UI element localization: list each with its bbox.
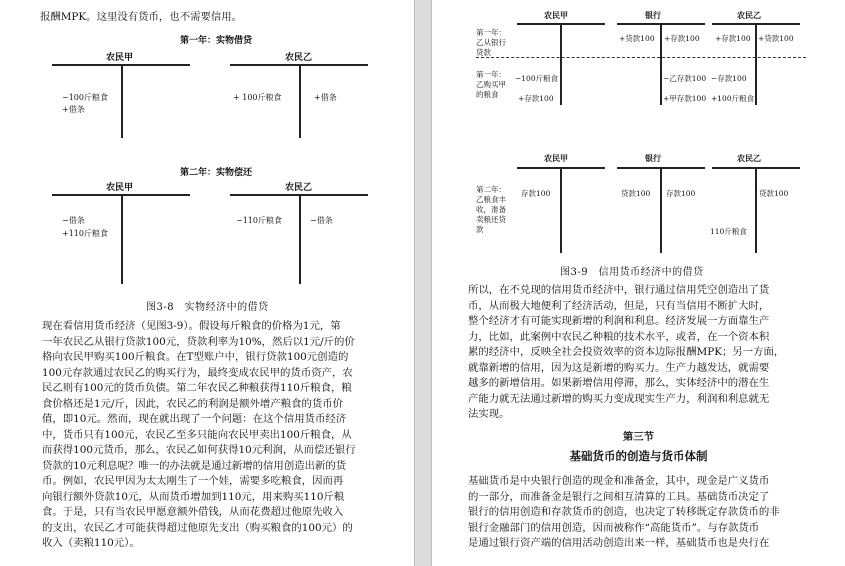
y1-farmer-a-header: 农民甲 <box>106 53 134 63</box>
fig2-r1-entry: +存款100 <box>715 34 751 43</box>
text-line: 越多的新增信用。如果新增信用停滞，那么，实体经济中的潜在生 <box>468 377 770 389</box>
fig2-r2-entry: −100斤粮食 <box>515 74 559 83</box>
fig2-top-farmer-b-header: 农民乙 <box>737 10 761 20</box>
text-line: 的一部分，而准备金是银行之间相互清算的工具。基础货币决定了 <box>468 490 770 503</box>
fig2-r3-entry: 贷款100 <box>759 189 789 198</box>
text-line: 是通过银行资产端的信用活动创造出来一样，基础货币也是央行在 <box>468 537 770 549</box>
text-line: 银行的信用创造和存款货币的创造，也决定了转移既定存款货币的非 <box>468 506 780 518</box>
section-title: 基础货币的创造与货币体制 <box>569 449 708 463</box>
fig2-r2-entry: +存款100 <box>518 94 554 103</box>
text-line: 一年农民乙从银行贷款100元，贷款利率为10%，然后以1元/斤的价 <box>42 335 355 348</box>
fig2-bottom-farmer-b-header: 农民乙 <box>737 153 761 163</box>
fig2-bottom-a-taccount-stem <box>560 167 562 253</box>
text-line: 产能力就无法通过新增的购买力变成现实生产力，利润和利息就无 <box>468 392 770 405</box>
text-line: 整个经济才有可能实现新增的利润和利息。经济发展一方面靠生产 <box>468 315 770 327</box>
left-page <box>0 0 414 566</box>
fig2-r3-entry: 110斤粮食 <box>710 227 747 236</box>
y2-b-entry: −110斤粮食 <box>236 216 282 225</box>
y2-farmer-b-taccount-stem <box>299 194 301 284</box>
y2-b-entry: −借条 <box>310 216 333 225</box>
y2-a-entry: −借条 <box>62 216 85 225</box>
fig2-bottom-bank-taccount-stem <box>660 167 662 253</box>
fig2-r3-entry: 存款100 <box>666 189 696 198</box>
y1-b-entry: +借条 <box>314 93 337 102</box>
year2-title: 第二年：实物偿还 <box>180 168 253 178</box>
fig2-top-farmer-a-header: 农民甲 <box>544 10 568 20</box>
left-body-paragraph <box>42 319 382 552</box>
right-page <box>432 0 845 566</box>
y2-farmer-a-taccount-stem <box>121 194 123 284</box>
book-gutter <box>414 0 432 566</box>
y2-farmer-a-header: 农民甲 <box>106 183 134 193</box>
fig2-bottom-b-taccount-stem <box>755 167 757 253</box>
fig2-top-b-taccount-stem <box>755 23 757 105</box>
text-line: 值，即10元。然而，现在就出现了一个问题：在这个信用货币经济 <box>42 413 347 425</box>
right-body-paragraph-1 <box>468 283 808 423</box>
text-line: 累的经济中，反映全社会投资效率的资本边际报酬MPK；另一方面， <box>468 346 785 358</box>
text-line: 100元存款通过农民乙的购买行为，最终变成农民甲的货币资产，农 <box>42 366 353 379</box>
fig2-r2-entry: +甲存款100 <box>663 94 707 103</box>
right-body-paragraph-2 <box>468 474 808 552</box>
section-number: 第三节 <box>622 431 655 443</box>
fig2-bottom-bank-header: 银行 <box>645 153 661 163</box>
figure-3-9-caption: 图3-9 信用货币经济中的借贷 <box>560 267 704 278</box>
figure-3-8-caption: 图3-8 实物经济中的借贷 <box>146 302 269 313</box>
fig2-top-a-taccount-stem <box>560 23 562 105</box>
fig2-r1-entry: +贷款100 <box>619 34 655 43</box>
fig2-r2-entry: −存款100 <box>711 74 747 83</box>
text-line: 收入（卖粮110元）。 <box>42 537 140 549</box>
text-line: 力，比如，此案例中农民乙种粮的技术水平，或者，在一个资本积 <box>468 330 770 343</box>
y2-a-entry: +110斤粮食 <box>62 229 108 238</box>
text-line: 向银行额外贷款10元，从而货币增加到110元，用来购买110斤粮 <box>42 490 345 503</box>
y1-farmer-a-taccount-stem <box>121 64 123 138</box>
text-line: 食。于是，只有当农民甲愿意额外借钱，从而花费超过他原先收入 <box>42 506 344 518</box>
text-line: 贷款的10元利息呢？唯一的办法就是通过新增的信用创造出新的货 <box>42 459 347 472</box>
text-line: 民乙则有100元的货币负债。第二年农民乙种粮获得110斤粮食，粮 <box>42 382 352 394</box>
text-line: 币。例如，农民甲因为太太刚生了一个娃，需要多吃粮食，因而再 <box>42 475 344 487</box>
text-line: 就靠新增的信用，因为这是新增的购买力。生产力越发达，就需要 <box>468 361 770 374</box>
y2-farmer-b-header: 农民乙 <box>285 183 313 193</box>
text-line: 币，从而极大地便利了经济活动，但是，只有当信用不断扩大时， <box>468 299 770 312</box>
y1-a-entry: −100斤粮食 <box>62 93 108 102</box>
text-line: 所以，在不兑现的信用货币经济中，银行通过信用凭空创造出了货 <box>468 284 770 296</box>
y1-a-entry: +借条 <box>62 105 85 114</box>
text-line: 格向农民甲购买100斤粮食。在T型账户中，银行贷款100元创造的 <box>42 351 349 363</box>
fig2-r3-entry: 贷款100 <box>621 189 651 198</box>
y1-farmer-b-taccount-stem <box>299 64 301 138</box>
text-line: 法实现。 <box>468 408 510 420</box>
fig2-top-bank-header: 银行 <box>645 10 661 20</box>
text-line: 食价格还是1元/斤，因此，农民乙的利润是额外增产粮食的货币价 <box>42 397 344 410</box>
y1-b-entry: + 100斤粮食 <box>233 93 282 102</box>
fig2-row2-label: 第一年： 乙购买甲 的粮食 <box>476 70 506 99</box>
text-line: 现在看信用货币经济（见图3-9）。假设每斤粮食的价格为1元，第 <box>42 320 341 332</box>
y1-farmer-b-header: 农民乙 <box>285 53 313 63</box>
fig2-r3-entry: 存款100 <box>521 189 551 198</box>
text-line: 基础货币是中央银行创造的现金和准备金，其中，现金是广义货币 <box>468 475 770 487</box>
text-line: 的支出，农民乙才可能获得超过他原先支出（购买粮食的100元）的 <box>42 521 353 534</box>
fig2-row-divider <box>476 57 806 58</box>
year1-title: 第一年：实物借贷 <box>180 36 253 46</box>
fig2-r1-entry: +存款100 <box>664 34 700 43</box>
fig2-row3-label: 第二年： 乙粮食丰 收，准备 卖粮还贷 款 <box>476 185 506 234</box>
fig2-r2-entry: +100斤粮食 <box>711 94 755 103</box>
fig2-bottom-farmer-a-header: 农民甲 <box>544 153 568 163</box>
text-line: 而获得100元货币，那么，农民乙如何获得10元利润，从而偿还银行 <box>42 444 356 456</box>
text-line: 中，货币只有100元，农民乙至多只能向农民甲卖出100斤粮食，从 <box>42 428 352 441</box>
fig2-r2-entry: −乙存款100 <box>663 74 707 83</box>
text-line: 银行金融部门的信用创造，因而被称作“高能货币”。与存款货币 <box>468 521 760 534</box>
fig2-top-bank-taccount-stem <box>660 23 662 105</box>
top-text-line: 报酬MPK。这里没有货币，也不需要信用。 <box>40 11 243 23</box>
fig2-r1-entry: +贷款100 <box>758 34 794 43</box>
fig2-row1-label: 第一年： 乙从银行 贷款 <box>476 28 506 57</box>
